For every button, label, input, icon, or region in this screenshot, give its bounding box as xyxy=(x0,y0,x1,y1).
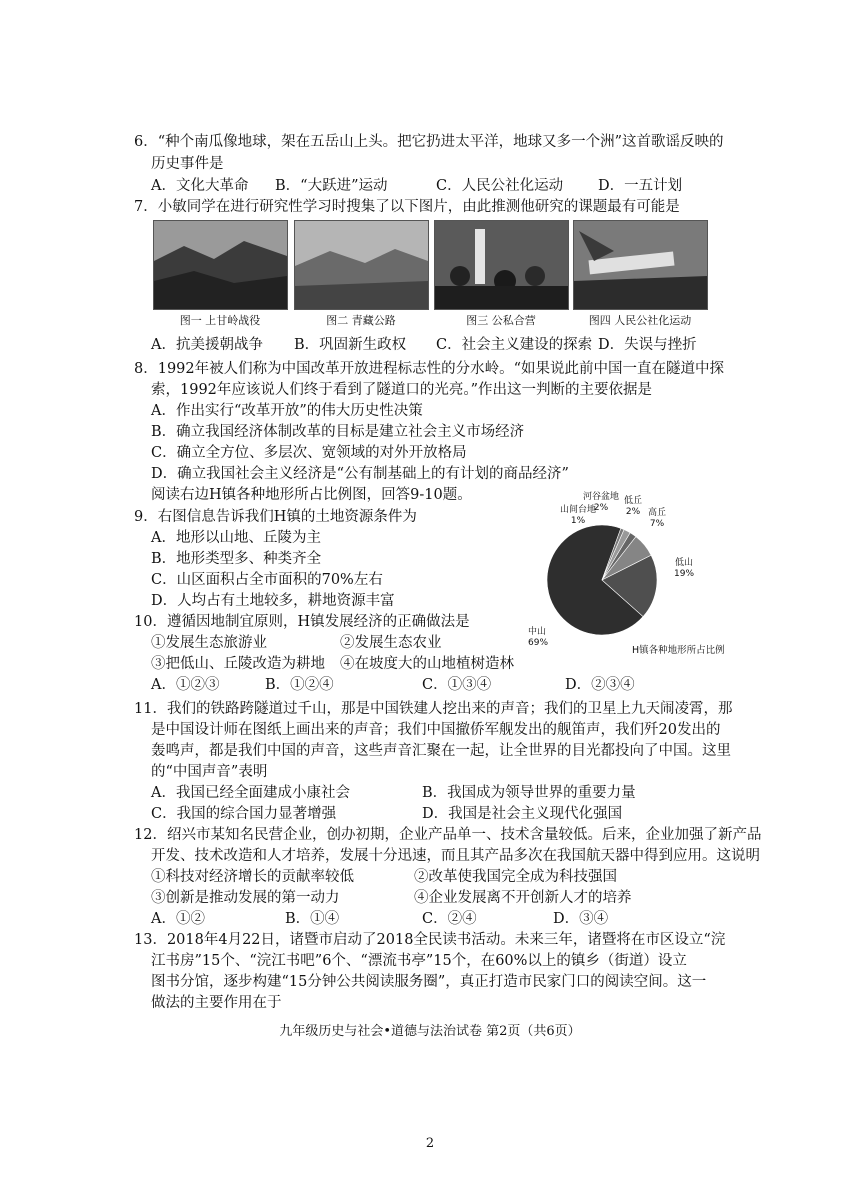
q8-stem-line1: 8．1992年被人们称为中国改革开放进程标志性的分水岭。“如果说此前中国一直在隧道中探 xyxy=(134,361,725,377)
pie-label-dishan xyxy=(674,558,694,580)
q6-option-d: D．一五计划 xyxy=(598,178,683,194)
q6-stem-line1: 6．“种个南瓜像地球，架在五岳山上头。把它扔进太平洋，地球又多一个洲”这首歌谣反映的 xyxy=(134,134,724,150)
q11-option-a: A．我国已经全面建成小康社会 xyxy=(151,785,350,801)
q11-option-d: D．我国是社会主义现代化强国 xyxy=(422,806,623,822)
q12-statement-1: ①科技对经济增长的贡献率较低 xyxy=(151,869,354,885)
q10-statement-4: ④在坡度大的山地植树造林 xyxy=(340,656,514,672)
photo-peoples-commune xyxy=(573,220,708,310)
q11-stem-line2: 是中国设计师在图纸上画出来的声音；我们中国撤侨军舰发出的舰笛声，我们歼20发出的 xyxy=(151,722,721,738)
q7-option-a: A．抗美援朝战争 xyxy=(151,337,263,353)
caption-figure-2: 图二 青藏公路 xyxy=(326,314,396,327)
q12-statement-3: ③创新是推动发展的第一动力 xyxy=(151,890,340,906)
q12-option-b: B．①④ xyxy=(285,911,340,927)
q12-stem-line2: 开发、技术改造和人才培养，发展十分迅速，而且其产品多次在我国航天器中得到应用。这说明 xyxy=(151,848,760,864)
photo-qinghai-tibet-road xyxy=(294,220,429,310)
intro-q9-q10: 阅读右边H镇各种地形所占比例图，回答9-10题。 xyxy=(151,487,472,503)
pie-value-dishan: 19% xyxy=(674,569,695,579)
q9-stem: 9．右图信息告诉我们H镇的土地资源条件为 xyxy=(134,509,417,525)
pie-label-diqiu xyxy=(624,496,642,518)
q11-stem-line3: 轰鸣声，都是我们中国的声音，这些声音汇聚在一起，让全世界的目光都投向了中国。这里 xyxy=(151,743,731,759)
pie-label-diqiu-name: 低丘 xyxy=(624,496,643,506)
page-number: 2 xyxy=(425,1136,435,1151)
q13-stem-line2: 江书房”15个、“浣江书吧”6个、“漂流书亭”15个，在60%以上的镇乡（街道）设立 xyxy=(151,953,687,969)
q12-stem-line1: 12．绍兴市某知名民营企业，创办初期，企业产品单一、技术含量较低。后来，企业加强了新产品 xyxy=(134,827,762,843)
q13-stem-line3: 图书分馆，逐步构建“15分钟公共阅读服务圈”，真正打造市民家门口的阅读空间。这一 xyxy=(151,974,707,990)
pie-label-gaoqiu-name: 高丘 xyxy=(648,508,667,518)
pie-label-zhongshan-name: 中山 xyxy=(528,627,547,637)
pie-label-gaoqiu xyxy=(648,508,666,530)
q6-stem-line2: 历史事件是 xyxy=(151,156,224,172)
q11-stem-line1: 11．我们的铁路跨隧道过千山，那是中国铁建人挖出来的声音；我们的卫星上九天闹凌霄，那 xyxy=(134,701,733,717)
q6-option-a: A．文化大革命 xyxy=(151,178,249,194)
pie-value-shanjiantaidi: 1% xyxy=(570,516,586,526)
q10-option-a: A．①②③ xyxy=(151,677,220,693)
pie-label-shanjiantaidi-name: 山间台地 xyxy=(560,505,597,515)
photo-peoples-commune-image xyxy=(574,221,707,309)
pie-label-dishan-name: 低山 xyxy=(675,558,694,568)
pie-value-gaoqiu: 7% xyxy=(649,519,665,529)
caption-figure-3: 图三 公私合营 xyxy=(466,314,536,327)
caption-figure-4: 图四 人民公社化运动 xyxy=(588,314,692,327)
q9-option-b: B．地形类型多、种类齐全 xyxy=(151,551,322,567)
q10-option-d: D．②③④ xyxy=(565,677,635,693)
q10-statement-1: ①发展生态旅游业 xyxy=(151,635,267,651)
q13-stem-line1: 13．2018年4月22日，诸暨市启动了2018全民读书活动。未来三年，诸暨将在市区设立“浣 xyxy=(134,932,726,948)
q10-option-b: B．①②④ xyxy=(265,677,334,693)
photo-qinghai-tibet-road-image xyxy=(295,221,428,309)
pie-title: H镇各种地形所占比例 xyxy=(632,645,725,656)
q7-stem: 7．小敏同学在进行研究性学习时搜集了以下图片，由此推测他研究的课题最有可能是 xyxy=(134,199,680,215)
photo-joint-ownership-image xyxy=(435,221,568,309)
q8-option-a: A．作出实行“改革开放”的伟大历史性决策 xyxy=(151,403,423,419)
q12-statement-2: ②改革使我国完全成为科技强国 xyxy=(414,869,617,885)
pie-value-zhongshan: 69% xyxy=(528,638,549,648)
q9-option-d: D．人均占有土地较多，耕地资源丰富 xyxy=(151,593,395,609)
q10-statement-3: ③把低山、丘陵改造为耕地 xyxy=(151,656,325,672)
q11-stem-line4: 的“中国声音”表明 xyxy=(151,764,268,780)
q12-option-d: D．③④ xyxy=(553,911,609,927)
pie-label-hegupendi-name: 河谷盆地 xyxy=(583,492,620,502)
q6-option-b: B．“大跃进”运动 xyxy=(275,178,388,194)
q9-option-a: A．地形以山地、丘陵为主 xyxy=(151,530,321,546)
q6-option-c: C．人民公社化运动 xyxy=(436,178,564,194)
caption-figure-1: 图一 上甘岭战役 xyxy=(179,314,261,327)
q11-option-b: B．我国成为领导世界的重要力量 xyxy=(422,785,636,801)
q7-option-b: B．巩固新生政权 xyxy=(294,337,407,353)
q10-stem: 10．遵循因地制宜原则，H镇发展经济的正确做法是 xyxy=(134,614,470,630)
pie-value-diqiu: 2% xyxy=(625,507,641,517)
q7-option-d: D．失误与挫折 xyxy=(598,337,697,353)
pie-label-zhongshan xyxy=(528,627,548,649)
photo-joint-ownership xyxy=(434,220,569,310)
pie-label-hegupendi xyxy=(583,492,619,514)
q13-stem-line4: 做法的主要作用在于 xyxy=(151,995,282,1011)
q7-option-c: C．社会主义建设的探索 xyxy=(436,337,593,353)
q8-option-c: C．确立全方位、多层次、宽领域的对外开放格局 xyxy=(151,445,467,461)
q10-statement-2: ②发展生态农业 xyxy=(340,635,442,651)
q12-statement-4: ④企业发展离不开创新人才的培养 xyxy=(414,890,632,906)
pie-value-hegupendi: 2% xyxy=(593,503,609,513)
photo-shangganling xyxy=(153,220,288,310)
q10-option-c: C．①③④ xyxy=(422,677,492,693)
page-footer: 九年级历史与社会•道德与法治试卷 第2页（共6页） xyxy=(279,1024,581,1039)
q8-stem-line2: 索，1992年应该说人们终于看到了隧道口的光亮。”作出这一判断的主要依据是 xyxy=(151,382,653,398)
q12-option-a: A．①② xyxy=(151,911,205,927)
q12-option-c: C．②④ xyxy=(422,911,477,927)
q8-option-d: D．确立我国社会主义经济是“公有制基础上的有计划的商品经济” xyxy=(151,466,569,482)
q9-option-c: C．山区面积占全市面积的70%左右 xyxy=(151,572,383,588)
q11-option-c: C．我国的综合国力显著增强 xyxy=(151,806,337,822)
q8-option-b: B．确立我国经济体制改革的目标是建立社会主义市场经济 xyxy=(151,424,525,440)
photo-shangganling-image xyxy=(154,221,287,309)
